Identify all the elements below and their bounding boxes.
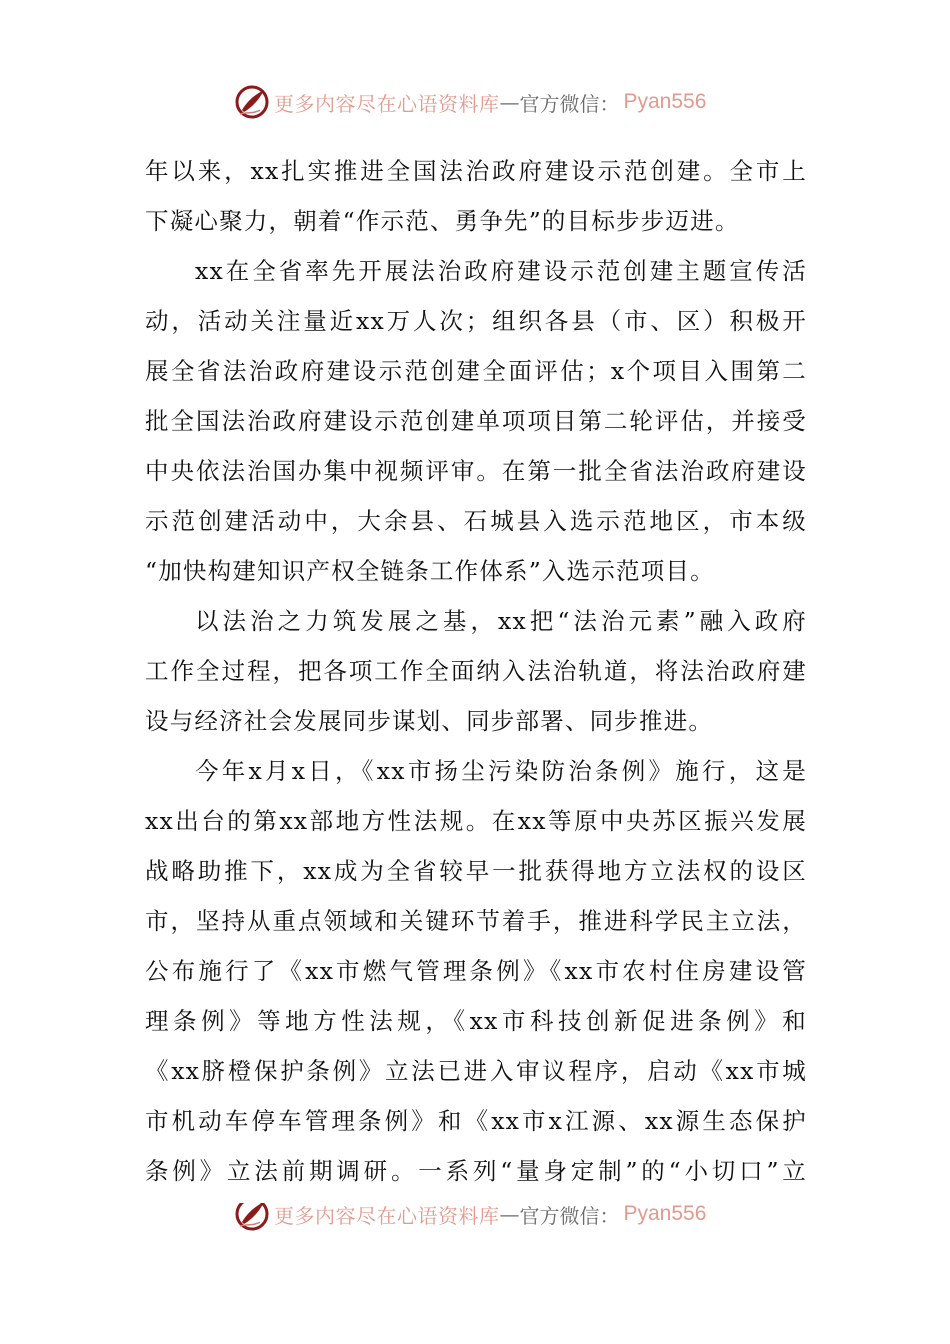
text-line: 批全国法治政府建设示范创建单项项目第二轮评估，并接受 — [145, 407, 807, 435]
document-body — [145, 146, 807, 1196]
text-line: 工作全过程，把各项工作全面纳入法治轨道，将法治政府建 — [145, 657, 807, 685]
banner-wechat-id: Pyan556 — [623, 90, 707, 113]
text-line: 《xx脐橙保护条例》立法已进入审议程序，启动《xx市城 — [145, 1057, 807, 1085]
text-line: 以法治之力筑发展之基，xx把“法治元素”融入政府 — [195, 607, 807, 635]
banner-wechat-id: Pyan556 — [623, 1203, 707, 1225]
text-line: 示范创建活动中，大余县、石城县入选示范地区，市本级 — [145, 507, 807, 535]
header-watermark-banner — [234, 82, 706, 122]
text-line: 市机动车停车管理条例》和《xx市x江源、xx源生态保护 — [145, 1107, 807, 1135]
text-line: 展全省法治政府建设示范创建全面评估；x个项目入围第二 — [145, 357, 807, 385]
banner-wechat-label: 官方微信： — [519, 91, 620, 116]
banner-promo-text: 更多内容尽在心语资料库 — [274, 91, 500, 116]
text-line: 公布施行了《xx市燃气管理条例》《xx市农村住房建设管 — [145, 957, 807, 985]
banner-dash: — — [499, 90, 520, 114]
banner-dash: — — [499, 1203, 520, 1226]
quill-logo-icon — [234, 84, 270, 120]
banner-promo-text: 更多内容尽在心语资料库 — [274, 1203, 500, 1228]
text-line: 战略助推下，xx成为全省较早一批获得地方立法权的设区 — [145, 857, 807, 885]
text-line: “加快构建知识产权全链条工作体系”入选示范项目。 — [145, 557, 715, 585]
banner-wechat-label: 官方微信： — [519, 1203, 620, 1228]
text-line: 年以来，xx扎实推进全国法治政府建设示范创建。全市上 — [145, 157, 807, 185]
text-line: 中央依法治国办集中视频评审。在第一批全省法治政府建设 — [145, 457, 807, 485]
text-line: xx在全省率先开展法治政府建设示范创建主题宣传活 — [195, 257, 807, 285]
text-line: 市，坚持从重点领域和关键环节着手，推进科学民主立法， — [145, 907, 807, 935]
quill-logo-icon — [234, 1203, 270, 1232]
text-line: 下凝心聚力，朝着“作示范、勇争先”的目标步步迈进。 — [145, 207, 740, 235]
text-line: xx出台的第xx部地方性法规。在xx等原中央苏区振兴发展 — [145, 807, 807, 835]
footer-watermark-banner — [234, 1203, 706, 1237]
text-line: 动，活动关注量近xx万人次；组织各县（市、区）积极开 — [145, 307, 807, 335]
text-line: 设与经济社会发展同步谋划、同步部署、同步推进。 — [145, 707, 714, 735]
text-line: 条例》立法前期调研。一系列“量身定制”的“小切口”立 — [145, 1157, 807, 1185]
text-line: 理条例》等地方性法规，《xx市科技创新促进条例》和 — [145, 1007, 807, 1035]
text-line: 今年x月x日，《xx市扬尘污染防治条例》施行，这是 — [195, 757, 807, 785]
